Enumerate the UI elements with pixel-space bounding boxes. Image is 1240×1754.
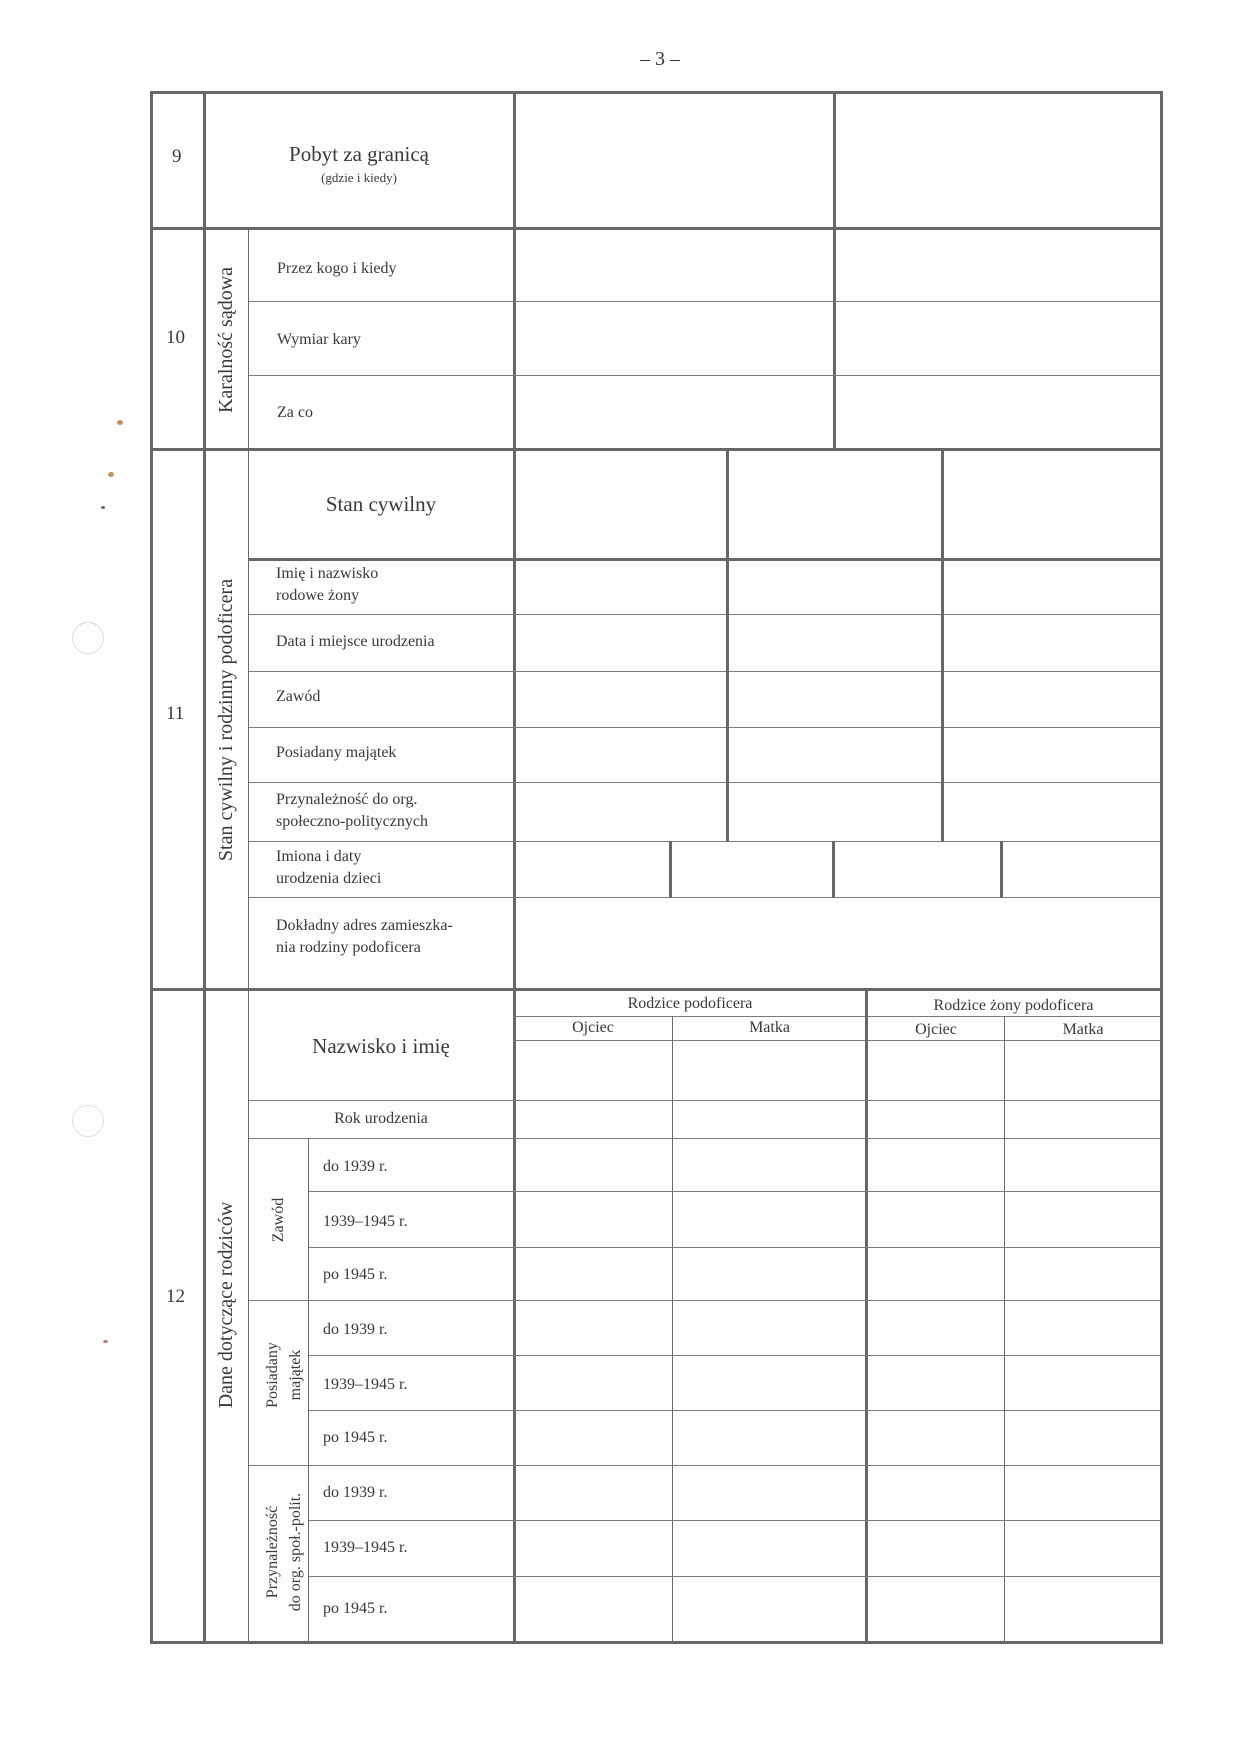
col-header: Matka <box>1062 1021 1104 1038</box>
col-group-label: Rodzice żony podoficera <box>933 997 1094 1014</box>
subgroup-label: Posiadany <box>264 1342 281 1408</box>
col-divider <box>726 448 729 841</box>
birth-year-label: Rok urodzenia <box>334 1110 428 1127</box>
section-subtitle: (gdzie i kiedy) <box>321 170 397 185</box>
row-label: Imię i nazwisko rodowe żony <box>276 565 379 604</box>
section-number: 12 <box>166 1286 185 1307</box>
period-label: do 1939 r. <box>323 1321 388 1338</box>
row-divider <box>249 1465 1161 1466</box>
period-label: po 1945 r. <box>323 1600 388 1617</box>
frame-bottom <box>150 1641 1163 1644</box>
row-label: Przynależność do org. społeczno-politycznych <box>276 791 428 830</box>
civil-status-header: Stan cywilny <box>325 492 437 516</box>
col-header: Ojciec <box>915 1021 957 1038</box>
label-col-divider <box>513 91 516 1644</box>
group-label: Karalność sądowa <box>215 266 237 414</box>
row-divider <box>249 1300 1161 1301</box>
row-divider <box>249 558 1161 561</box>
col-divider <box>941 448 944 841</box>
row-label: Data i miejsce urodzenia <box>276 633 435 650</box>
row-label: Imiona i daty urodzenia dzieci <box>276 848 382 887</box>
subgroup-label-2: majątek <box>287 1349 304 1401</box>
row-label: Wymiar kary <box>277 331 361 348</box>
col-divider <box>865 988 868 1643</box>
row-divider <box>309 1355 1161 1356</box>
group-label: Dane dotyczące rodziców <box>215 1201 237 1409</box>
row-divider <box>249 897 1161 898</box>
row-label: Przez kogo i kiedy <box>277 260 397 277</box>
period-label: do 1939 r. <box>323 1484 388 1501</box>
row-divider <box>249 671 1161 672</box>
row-divider <box>309 1520 1161 1521</box>
header-divider <box>514 1016 1161 1017</box>
scan-speck <box>101 506 105 509</box>
scan-speck <box>103 1340 108 1343</box>
period-label: do 1939 r. <box>323 1158 388 1175</box>
row-divider <box>309 1247 1161 1248</box>
subgroup-col-divider <box>308 1138 309 1643</box>
row-divider <box>249 782 1161 783</box>
section-number: 11 <box>166 703 185 724</box>
page-number: – 3 – <box>640 48 680 70</box>
col-header: Matka <box>749 1019 790 1036</box>
group-label: Stan cywilny i rodzinny podoficera <box>215 578 237 862</box>
section-number: 10 <box>166 327 185 348</box>
period-label: po 1945 r. <box>323 1266 388 1283</box>
row-divider <box>309 1191 1161 1192</box>
sep-10-11 <box>150 448 1163 451</box>
col-header: Ojciec <box>572 1019 614 1036</box>
subgroup-label-2: do org. społ.-polit. <box>287 1492 304 1612</box>
name-header: Nazwisko i imię <box>312 1034 450 1058</box>
row-label: Posiadany majątek <box>276 744 397 761</box>
subgroup-label: Przynależność <box>264 1505 281 1599</box>
period-label: po 1945 r. <box>323 1429 388 1446</box>
s9-field-2[interactable] <box>836 94 1159 226</box>
row-divider <box>249 727 1161 728</box>
period-label: 1939–1945 r. <box>323 1539 408 1556</box>
row-divider <box>309 1576 1161 1577</box>
header-divider <box>514 1040 1161 1041</box>
col-divider <box>1004 1016 1005 1643</box>
row-divider <box>249 301 1161 302</box>
frame-right <box>1160 91 1163 1644</box>
col-divider <box>1000 841 1003 897</box>
scan-speck <box>108 472 114 477</box>
row-divider <box>249 1100 1161 1101</box>
s9-field-1[interactable] <box>516 94 832 226</box>
sep-11-12 <box>150 988 1163 991</box>
col-divider <box>832 841 835 897</box>
period-label: 1939–1945 r. <box>323 1213 408 1230</box>
period-label: 1939–1945 r. <box>323 1376 408 1393</box>
row-divider <box>249 1138 1161 1139</box>
row-label: Zawód <box>276 688 321 705</box>
scan-speck <box>117 420 123 425</box>
sep-9-10 <box>150 227 1163 230</box>
punch-hole-mark <box>72 1105 104 1137</box>
row-divider <box>249 614 1161 615</box>
frame-left <box>150 91 153 1644</box>
row-divider <box>249 841 1161 842</box>
section-title: Pobyt za granicą <box>289 142 429 166</box>
punch-hole-mark <box>72 622 104 654</box>
col-group-label: Rodzice podoficera <box>627 995 753 1012</box>
row-divider <box>249 375 1161 376</box>
subgroup-label: Zawód <box>270 1197 287 1243</box>
col-divider <box>672 1016 673 1643</box>
row-label: Za co <box>277 404 313 421</box>
number-col-divider <box>203 91 206 1644</box>
group-col-divider <box>248 228 249 1642</box>
row-label: Dokładny adres zamieszka- nia rodziny podoficera <box>276 917 453 956</box>
col-divider <box>669 841 672 897</box>
section-number: 9 <box>172 146 182 167</box>
row-divider <box>309 1410 1161 1411</box>
